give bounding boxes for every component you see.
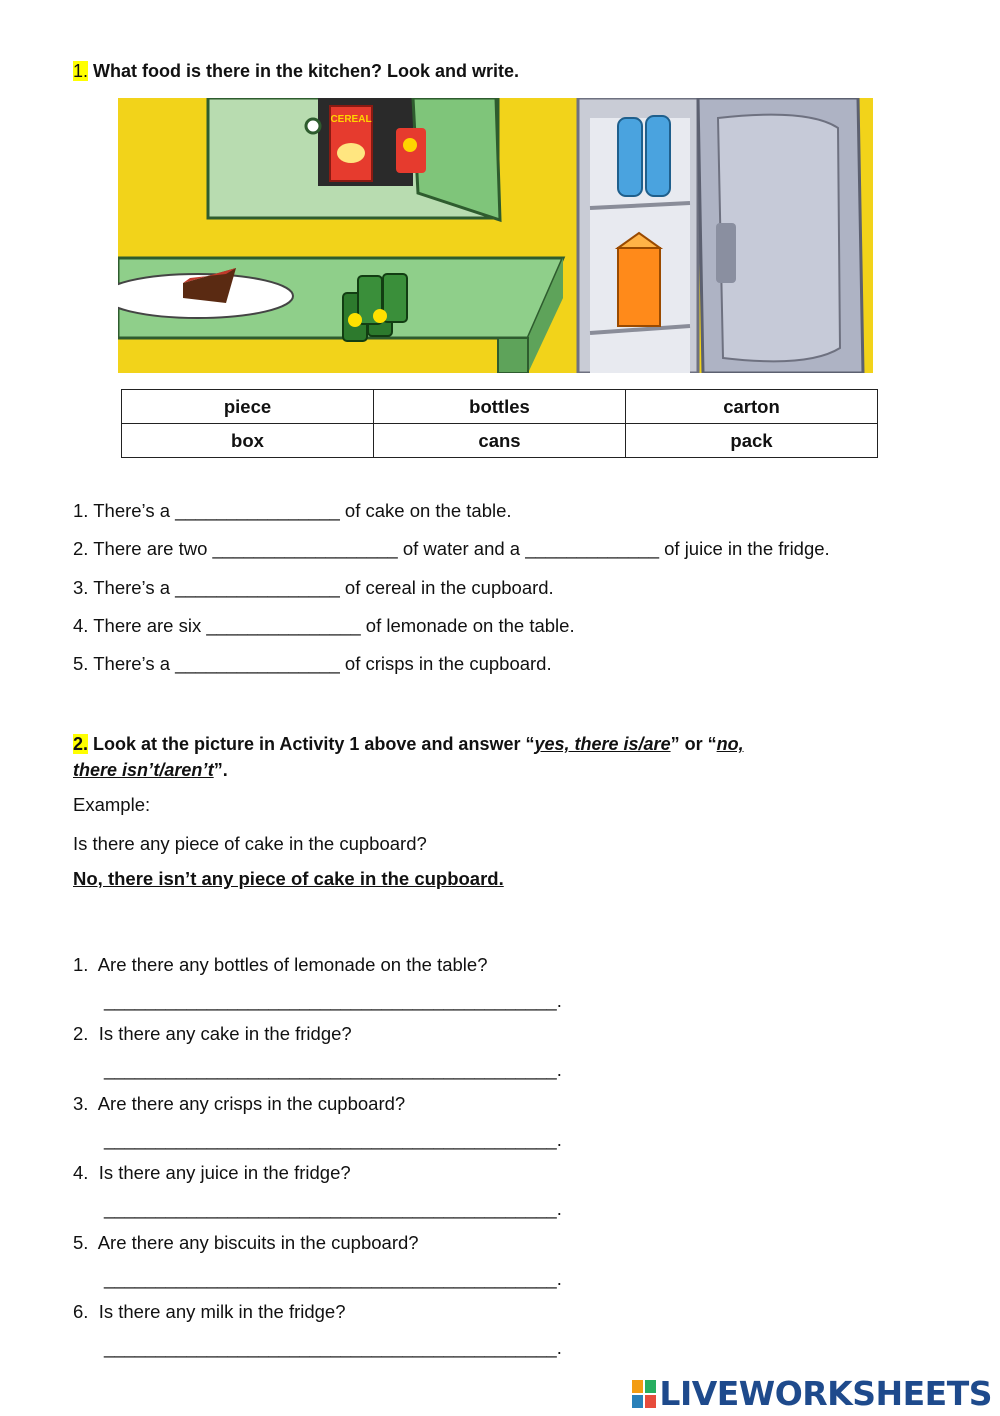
kitchen-illustration xyxy=(118,98,873,373)
liveworksheets-icon xyxy=(632,1377,656,1405)
answer-line-2[interactable]: ____________________________________________. xyxy=(104,1059,562,1080)
question-text: Is there any juice in the fridge? xyxy=(98,1162,351,1183)
question-2 xyxy=(73,1023,352,1045)
example-label: Example: xyxy=(73,794,151,815)
water-bottle xyxy=(646,116,670,196)
answer-line-1[interactable]: ____________________________________________. xyxy=(104,990,562,1011)
cupboard xyxy=(208,98,500,220)
table-row xyxy=(122,424,878,458)
question-number: 1. xyxy=(73,954,89,975)
table-row xyxy=(122,390,878,424)
activity2-yes-phrase: yes, there is/are xyxy=(534,734,671,754)
activity1-heading-text: What food is there in the kitchen? Look and write. xyxy=(93,61,520,81)
question-text: Is there any cake in the fridge? xyxy=(98,1023,352,1044)
table-cell: bottles xyxy=(374,390,626,424)
question-number: 2. xyxy=(73,1023,89,1044)
fill-sentence-4[interactable]: 4. There are six _______________ of lemonade on the table. xyxy=(73,615,575,636)
activity2-heading xyxy=(73,731,873,783)
example-answer: No, there isn’t any piece of cake in the cupboard. xyxy=(73,868,504,889)
fridge xyxy=(578,98,863,373)
activity1-number: 1. xyxy=(73,61,89,81)
answer-line-5[interactable]: ____________________________________________. xyxy=(104,1268,562,1289)
fill-sentence-1[interactable]: 1. There’s a ________________ of cake on the table. xyxy=(73,500,512,521)
answer-line-4[interactable]: ____________________________________________. xyxy=(104,1198,562,1219)
logo-text: LIVEWORKSHEETS xyxy=(659,1374,992,1413)
answer-line-6[interactable]: ____________________________________________. xyxy=(104,1337,562,1358)
fill-sentence-2[interactable]: 2. There are two __________________ of water and a _____________ of juice in the fridge. xyxy=(73,538,830,559)
table-cell: carton xyxy=(626,390,878,424)
activity2-no-phrase-part2: there isn’t/aren’t xyxy=(73,760,214,780)
fill-sentence-5[interactable]: 5. There’s a ________________ of crisps in the cupboard. xyxy=(73,653,552,674)
question-number: 3. xyxy=(73,1093,89,1114)
question-number: 4. xyxy=(73,1162,89,1183)
question-text: Are there any bottles of lemonade on the table? xyxy=(97,954,488,975)
activity2-number: 2. xyxy=(73,734,89,754)
question-number: 5. xyxy=(73,1232,89,1253)
activity2-no-phrase-part1: no, xyxy=(716,734,744,754)
activity1-heading xyxy=(73,61,519,82)
question-4 xyxy=(73,1162,351,1184)
activity2-heading-text: Look at the picture in Activity 1 above and answer “ xyxy=(93,734,535,754)
fridge-handle xyxy=(716,223,736,283)
liveworksheets-logo[interactable] xyxy=(632,1374,992,1413)
fill-sentence-3[interactable]: 3. There’s a ________________ of cereal in the cupboard. xyxy=(73,577,554,598)
example-question: Is there any piece of cake in the cupboard? xyxy=(73,833,427,854)
juice-carton xyxy=(618,248,660,326)
table-cell: piece xyxy=(122,390,374,424)
activity2-heading-or: ” or “ xyxy=(670,734,717,754)
table-cell: box xyxy=(122,424,374,458)
water-bottle xyxy=(618,118,642,196)
answer-line-3[interactable]: ____________________________________________. xyxy=(104,1129,562,1150)
question-text: Is there any milk in the fridge? xyxy=(98,1301,346,1322)
question-number: 6. xyxy=(73,1301,89,1322)
table-cell: cans xyxy=(374,424,626,458)
question-text: Are there any biscuits in the cupboard? xyxy=(97,1232,419,1253)
table-cell: pack xyxy=(626,424,878,458)
question-1 xyxy=(73,954,488,976)
question-6 xyxy=(73,1301,346,1323)
question-text: Are there any crisps in the cupboard? xyxy=(97,1093,406,1114)
question-5 xyxy=(73,1232,419,1254)
activity2-heading-end: ”. xyxy=(213,760,228,780)
cereal-label: CEREAL xyxy=(330,114,372,125)
question-3 xyxy=(73,1093,405,1115)
word-bank-table xyxy=(121,389,878,458)
